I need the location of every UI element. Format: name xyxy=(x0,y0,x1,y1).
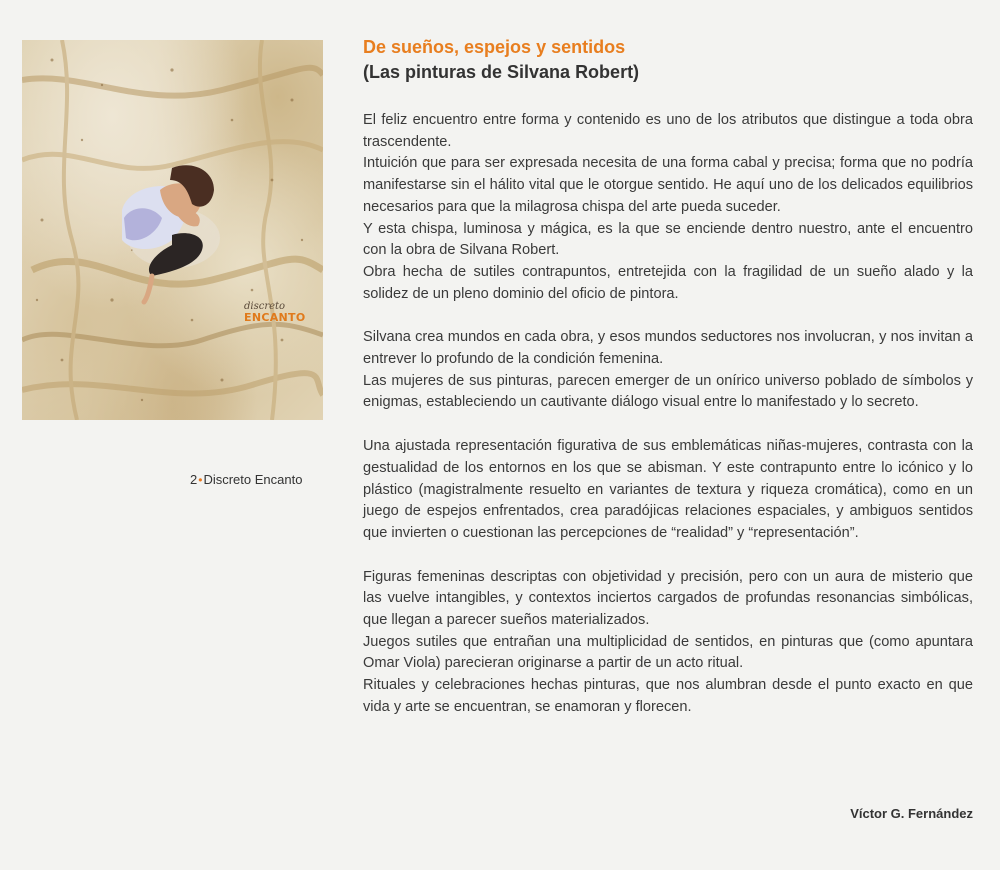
paragraph: Y esta chispa, luminosa y mágica, es la que se enciende dentro nuestro, ante el encuentro con la obra de Silvana Robert. xyxy=(363,220,973,259)
paragraph: Rituales y celebraciones hechas pinturas, que nos alumbran desde el punto exacto en que vida y arte se encuentran, se enamoran y florecen. xyxy=(363,677,973,715)
article-body xyxy=(363,110,973,719)
paragraph: El feliz encuentro entre forma y contenido es uno de los atributos que distingue a toda obra trascendente. xyxy=(363,112,973,150)
painting-image xyxy=(22,40,323,420)
figure-caption xyxy=(190,472,302,487)
paragraph-group-3 xyxy=(363,436,973,545)
article-author: Víctor G. Fernández xyxy=(850,806,973,821)
logo-text-top: discreto xyxy=(244,301,286,312)
article-column xyxy=(363,34,973,741)
paragraph-group-2 xyxy=(363,327,973,414)
figure-caption-text: Discreto Encanto xyxy=(203,472,303,487)
logo-text-bottom: ENCANTO xyxy=(244,311,306,324)
paragraph: Obra hecha de sutiles contrapuntos, entretejida con la fragilidad de un sueño alado y la solidez de un pleno dominio del oficio de pintora. xyxy=(363,263,973,302)
painting-artwork xyxy=(22,40,323,420)
paragraph: Silvana crea mundos en cada obra, y esos mundos seductores nos involucran, y nos invitan a entrever lo profundo de la condición femenina. xyxy=(363,329,973,368)
article-title: De sueños, espejos y sentidos xyxy=(363,37,626,57)
paragraph: Figuras femeninas descriptas con objetividad y precisión, pero con un aura de misterio que las vuelve intangibles, y contextos inciertos cargados de profundas resonancias simbólicas, que llegan a parecer sueños materializados. xyxy=(363,568,973,629)
paragraph: Intuición que para ser expresada necesita de una forma cabal y precisa; forma que no podría manifestarse sin el hálito vital que le otorgue sentido. He aquí uno de los delicados equilibrios necesarios para que la milagrosa chispa del arte pueda suceder. xyxy=(363,155,973,215)
paragraph: Una ajustada representación figurativa de sus emblemáticas niñas-mujeres, contrasta con la gestualidad de los entornos en los que se abisman. Y este contrapunto entre lo icónico y lo plástico (magistralmente resuelto en variantes de textura y riqueza cromática), como en un juego de espejos enfrentados, crea paradójicas relaciones espaciales, y ambiguos sentidos que invierten o cuestionan las percepciones de “realidad” y “representación”. xyxy=(363,438,973,541)
paragraph: Juegos sutiles que entrañan una multiplicidad de sentidos, en pinturas que (como apuntara Omar Viola) parecieran originarse a partir de un acto ritual. xyxy=(363,633,973,672)
painting-logo xyxy=(244,302,305,323)
article-subtitle: (Las pinturas de Silvana Robert) xyxy=(363,62,640,82)
figure-column xyxy=(22,40,324,487)
paragraph-group-1 xyxy=(363,110,973,305)
paragraph-group-4 xyxy=(363,567,973,719)
caption-bullet-icon: • xyxy=(198,473,203,487)
paragraph: Las mujeres de sus pinturas, parecen emerger de un onírico universo poblado de símbolos y enigmas, estableciendo un cautivante diálogo visual entre lo manifestado y lo secreto. xyxy=(363,372,973,411)
figure-number: 2 xyxy=(190,472,198,487)
